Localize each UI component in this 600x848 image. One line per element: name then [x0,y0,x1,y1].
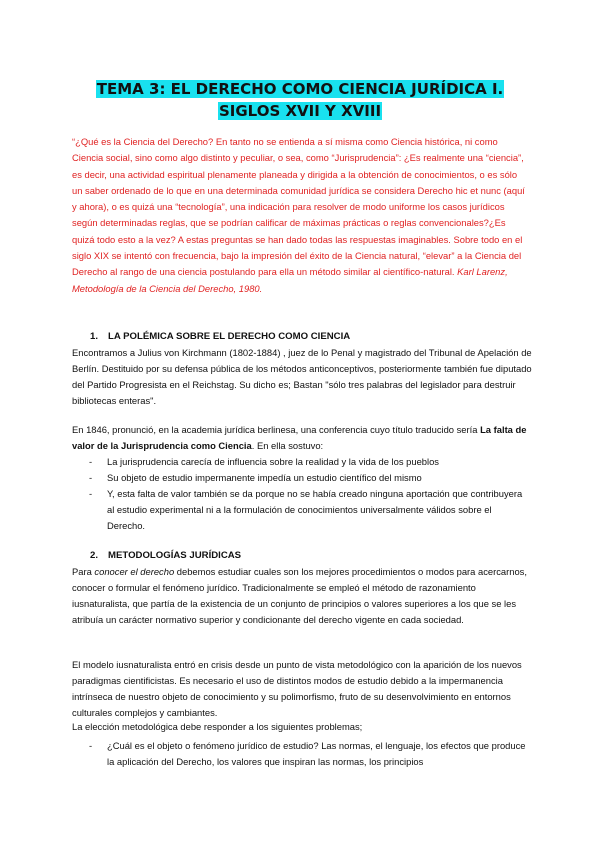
section-2-title: METODOLOGÍAS JURÍDICAS [108,550,242,561]
section-1-paragraph-1: Encontramos a Julius von Kirchmann (1802-1884) , juez de lo Penal y magistrado del Tribunal de Apelación de Berlín. Destituido por su defensa pública de los métodos anticonceptivos, posteriormente también fue diputado del Partido Progresista en el Reichstag. Su dicho es; Bastan "sólo tres palabras del legislador para destruir bibliotecas enteras". [72,347,532,407]
list-item: - ¿Cuál es el objeto o fenómeno jurídico de estudio? Las normas, el lenguaje, los efectos que produce la aplicación del Derecho, los valores que inspiran las normas, los principios [89,740,526,768]
section-1-number: 1. [89,331,98,342]
quote-attribution: Karl Larenz, Metodología de la Ciencia del Derecho, 1980. [72,266,508,294]
section-1-heading [72,330,350,344]
section-1-paragraph-2: En 1846, pronunció, en la academia jurídica berlinesa, una conferencia cuyo título traducido sería La falta de valor de la Jurisprudencia como Ciencia. En ella sostuvo: [72,424,527,452]
section-1-title: LA POLÉMICA SOBRE EL DERECHO COMO CIENCIA [108,331,351,342]
list-item: - Y, esta falta de valor también se da porque no se había creado ninguna aportación que contribuyera al estudio experimental ni a la formulación de conocimientos universalmente válidos sobre el Derecho. [89,488,523,532]
list-item: - La jurisprudencia carecía de influencia sobre la realidad y la vida de los pueblos [89,456,439,467]
section-2-paragraph-3: La elección metodológica debe responder a los siguientes problemas; [72,721,363,732]
document-title-line-1: TEMA 3: EL DERECHO COMO CIENCIA JURÍDICA I. [96,80,504,98]
section-2-list [72,738,532,770]
section-2-heading [72,549,241,563]
document-title-line-2: SIGLOS XVII Y XVIII [218,102,382,120]
conference-title: La falta de valor de la Jurisprudencia como Ciencia [72,424,527,452]
quote-text: “¿Qué es la Ciencia del Derecho? En tanto no se entienda a sí misma como Ciencia histórica, ni como Ciencia social, sino como algo distinto y peculiar, o sea, como “Jurisprudencia”: ¿Es realmente una “ciencia”, es decir, una actividad espiritual plenamente planeada y dirigida a la obtención de conocimientos, o es sólo un saber ordenado de lo que en una determinada comunidad jurídica se considera Derecho hic et nunc (aquí y ahora), o es quizá una “tecnología”, una indicación para resolver de modo uniforme los casos jurídicos según determinadas reglas, que se podrían calificar de máximas prácticas o reglas convencionales?¿Es quizá todo esto a la vez? A estas preguntas se han dado todas las respuestas imaginables. Sobre todo en el siglo XIX se intentó con frecuencia, bajo la impresión del éxito de la Ciencia natural, “elevar” a la Ciencia del Derecho al rango de una ciencia postulando para ella un método similar al científico-natural. [72,136,525,278]
section-2-paragraph-1: Para conocer el derecho debemos estudiar cuales son los mejores procedimientos o modos para acercarnos, conocer o formular el fenómeno jurídico. Tradicionalmente se empleó el método de razonamiento iusnaturalista, que partía de la existencia de un conjunto de principios o valores superiores a los que se les atribuía un carácter normativo superior y condicionante del derecho vigente en cada sociedad. [72,566,527,626]
section-2-number: 2. [89,550,98,561]
section-2-paragraph-2: El modelo iusnaturalista entró en crisis desde un punto de vista metodológico con la aparición de los nuevos paradigmas cientificistas. Es necesario el uso de distintos modos de estudio debido a la impermanencia intrínseca de nuestro objeto de conocimiento y su polimorfismo, fruto de su desenvolvimiento en entornos culturales complejos y cambiantes. [72,659,522,719]
epigraph-quote [72,134,527,297]
section-1-list [72,454,532,534]
list-item: - Su objeto de estudio impermanente impedía un estudio científico del mismo [89,472,422,484]
